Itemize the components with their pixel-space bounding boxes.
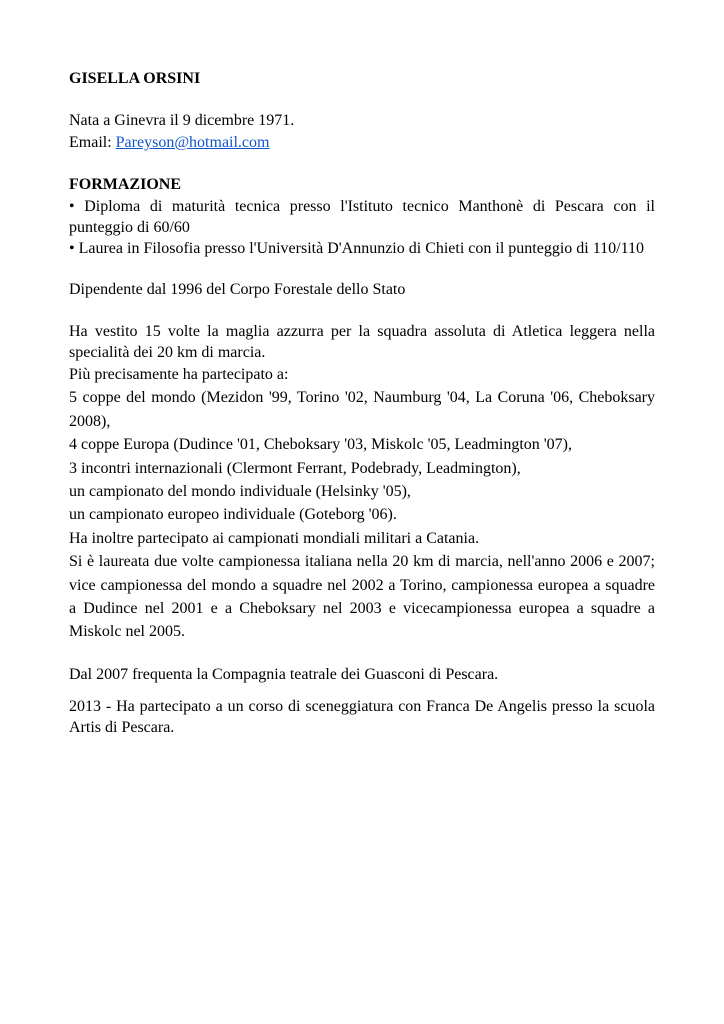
athletics-line: Ha inoltre partecipato ai campionati mondiali militari a Catania. [69,529,480,547]
birth-info: Nata a Ginevra il 9 dicembre 1971. [69,112,295,129]
athletics-line: 4 coppe Europa (Dudince '01, Cheboksary '03, Miskolc '05, Leadmington '07), [69,436,572,454]
athletics-line: 5 coppe del mondo (Mezidon '99, Torino '02, Naumburg '04, La Coruna '06, Cheboksary 2008), [69,389,655,430]
athletics-line: Più precisamente ha partecipato a: [69,366,289,383]
education-item-degree: • Laurea in Filosofia presso l'Università D'Annunzio di Chieti con il punteggio di 110/110 [69,240,644,257]
email-line [69,132,655,154]
education-item-diploma: • Diploma di maturità tecnica presso l'Istituto tecnico Manthonè di Pescara con il punteggio di 60/60 [69,198,655,236]
cv-document [69,68,655,738]
athletics-line: 3 incontri internazionali (Clermont Ferrant, Podebrady, Leadmington), [69,459,521,477]
email-link[interactable]: Pareyson@hotmail.com [115,134,270,151]
person-name: GISELLA ORSINI [69,70,201,87]
theatre-info: Dal 2007 frequenta la Compagnia teatrale dei Guasconi di Pescara. [69,665,499,683]
athletics-line: un campionato del mondo individuale (Helsinky '05), [69,483,411,501]
education-title: FORMAZIONE [69,176,181,193]
athletics-intro: Ha vestito 15 volte la maglia azzurra per la squadra assoluta di Atletica leggera nella specialità dei 20 km di marcia. [69,323,655,361]
athletics-line: un campionato europeo individuale (Goteborg '06). [69,506,397,524]
athletics-line: Si è laureata due volte campionessa italiana nella 20 km di marcia, nell'anno 2006 e 2007; vice campionessa del mondo a squadre nel 2002 a Torino, campionessa europea a squadre a Dudince nel 2001 e a Cheboksary nel 2003 e vicecampionessa europea a squadre a Miskolc nel 2005. [69,553,655,641]
screenwriting-info: 2013 - Ha partecipato a un corso di sceneggiatura con Franca De Angelis presso la scuola Artis di Pescara. [69,697,655,736]
email-label: Email: [69,134,116,151]
employment-info: Dipendente dal 1996 del Corpo Forestale dello Stato [69,281,406,298]
